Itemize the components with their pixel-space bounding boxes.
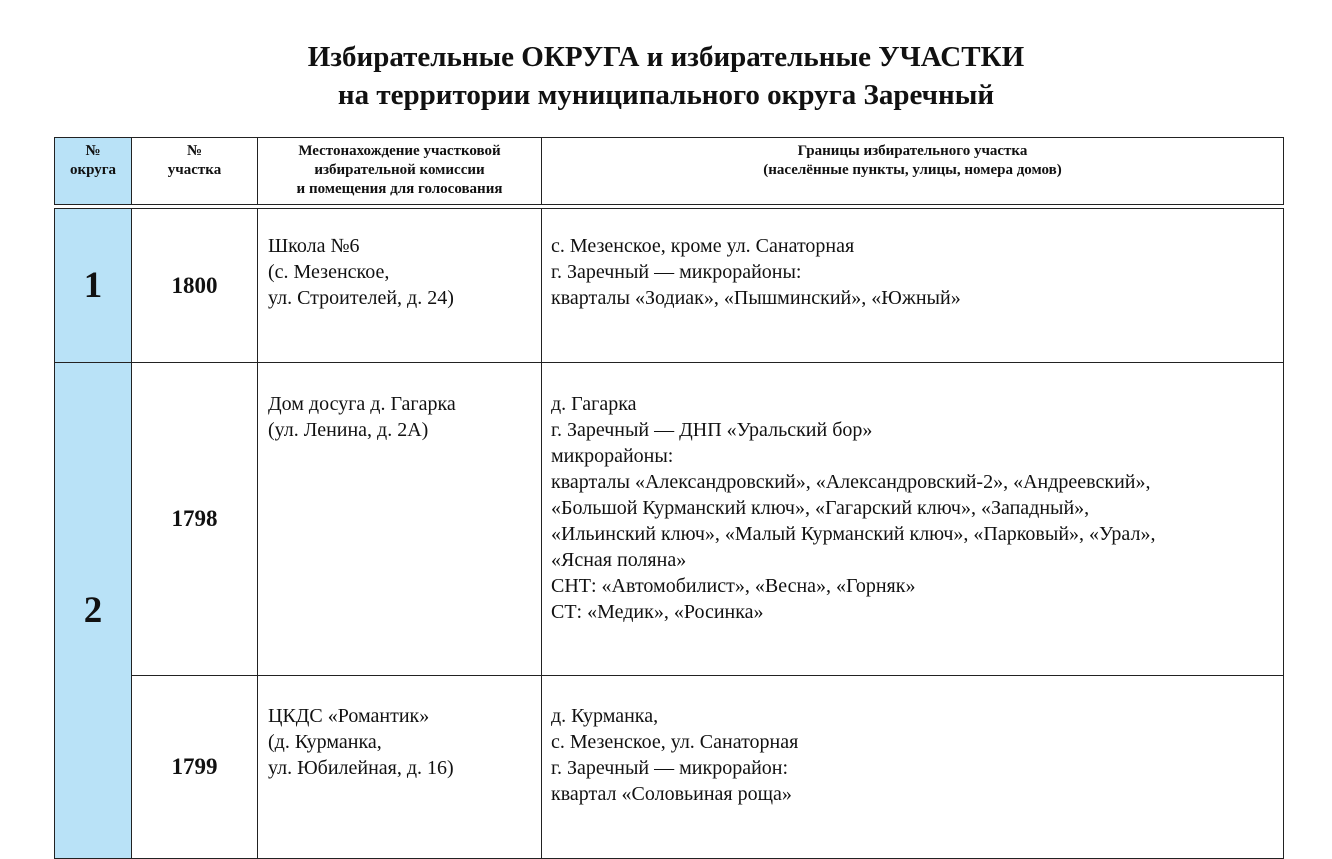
- bounds-line: с. Мезенское, ул. Санаторная: [551, 731, 799, 753]
- bounds-line: «Ильинский ключ», «Малый Курманский ключ», «Парковый», «Урал»,: [551, 523, 1156, 545]
- okrug-number-cell: 1: [55, 209, 132, 363]
- header-okrug-line: №: [85, 143, 101, 159]
- title-line-2: на территории муниципального округа Заречный: [337, 79, 995, 111]
- header-bounds-line: Границы избирательного участка: [797, 143, 1028, 159]
- bounds-line: кварталы «Зодиак», «Пышминский», «Южный»: [551, 287, 961, 309]
- location-line: (д. Курманка,: [268, 731, 382, 753]
- location-line: (ул. Ленина, д. 2А): [268, 419, 429, 441]
- bounds-line: микрорайоны:: [551, 445, 674, 467]
- table-row: [55, 209, 1284, 363]
- header-uchastok-line: №: [186, 143, 203, 159]
- bounds-line: с. Мезенское, кроме ул. Санаторная: [551, 235, 855, 257]
- location-line: Школа №6: [268, 235, 360, 257]
- location-line: ул. Юбилейная, д. 16): [268, 757, 454, 779]
- header-location: [258, 138, 542, 205]
- header-location-line: Местонахождение участковой: [298, 143, 501, 159]
- location-line: Дом досуга д. Гагарка: [268, 393, 456, 415]
- title-line-1: Избирательные ОКРУГА и избирательные УЧАСТКИ: [307, 41, 1025, 73]
- bounds-line: СНТ: «Автомобилист», «Весна», «Горняк»: [551, 575, 916, 597]
- bounds-cell: [542, 209, 1284, 363]
- location-cell: [258, 209, 542, 363]
- bounds-line: кварталы «Александровский», «Александровский-2», «Андреевский»,: [551, 471, 1151, 493]
- bounds-line: «Ясная поляна»: [551, 549, 687, 571]
- location-cell: [258, 363, 542, 676]
- bounds-line: «Большой Курманский ключ», «Гагарский ключ», «Западный»,: [551, 497, 1090, 519]
- header-bounds-line: (населённые пункты, улицы, номера домов): [763, 162, 1062, 178]
- header-okrug: [55, 138, 132, 205]
- okrug-number-cell: 2: [55, 363, 132, 859]
- bounds-cell: [542, 363, 1284, 676]
- header-location-line: и помещения для голосования: [296, 181, 503, 197]
- districts-table: [54, 137, 1284, 859]
- header-bounds: [542, 138, 1284, 205]
- uchastok-number-cell: 1799: [132, 676, 258, 859]
- bounds-line: СТ: «Медик», «Росинка»: [551, 601, 764, 623]
- table-row: [55, 363, 1284, 676]
- location-line: ЦКДС «Романтик»: [268, 705, 430, 727]
- bounds-line: г. Заречный — микрорайоны:: [551, 261, 802, 283]
- bounds-line: д. Курманка,: [551, 705, 659, 727]
- header-location-line: избирательной комиссии: [314, 162, 485, 178]
- header-okrug-line: округа: [69, 162, 117, 178]
- bounds-cell: [542, 676, 1284, 859]
- uchastok-number-cell: 1798: [132, 363, 258, 676]
- location-line: (с. Мезенское,: [268, 261, 390, 283]
- location-line: ул. Строителей, д. 24): [268, 287, 454, 309]
- table-row: [55, 676, 1284, 859]
- header-uchastok-line: участка: [167, 162, 222, 178]
- bounds-line: д. Гагарка: [551, 393, 637, 415]
- uchastok-number-cell: 1800: [132, 209, 258, 363]
- bounds-line: квартал «Соловьиная роща»: [551, 783, 792, 805]
- table-header-row: [55, 138, 1284, 205]
- location-cell: [258, 676, 542, 859]
- page-title: [0, 38, 1332, 114]
- bounds-line: г. Заречный — ДНП «Уральский бор»: [551, 419, 873, 441]
- bounds-line: г. Заречный — микрорайон:: [551, 757, 789, 779]
- header-uchastok: [132, 138, 258, 205]
